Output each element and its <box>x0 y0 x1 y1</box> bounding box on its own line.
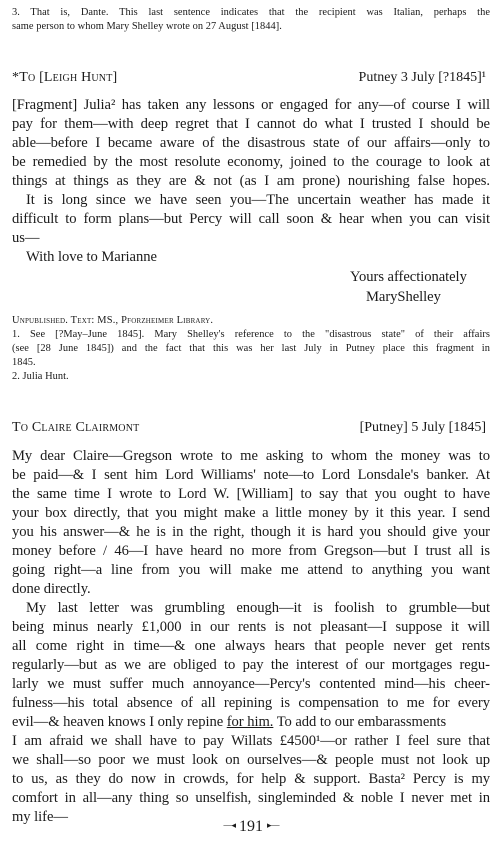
letter-line <box>12 713 490 732</box>
page-footer <box>12 818 490 836</box>
letter-line: money before / 46—I have heard no more from Gregson—but I trust all is <box>12 543 490 559</box>
letter-line: be paid—& I sent him Lord Williams' note—to Lord Lonsdale's banker. At <box>12 467 490 483</box>
letter-recipient: *To [Leigh Hunt] <box>12 70 118 85</box>
letter-line: us— <box>12 230 40 246</box>
letter-line: done directly. <box>12 581 91 597</box>
letter-line: able—before I became aware of the disastrous state of our affairs—only to <box>12 135 490 151</box>
letter-line: With love to Marianne <box>26 249 157 265</box>
letter-line: My dear Claire—Gregson wrote to me asking to whom the money was to <box>12 448 490 464</box>
right-ornament-icon: ▸— <box>267 820 279 830</box>
letter-line: My last letter was grumbling enough—it is foolish to grumble—but <box>26 600 490 616</box>
letter-line: be remedied by the most resolute economy, joined to the courage to look at <box>12 154 490 170</box>
left-ornament-icon: —◂ <box>223 820 235 830</box>
letter-recipient: To Claire Clairmont <box>12 420 140 435</box>
letter-line: comfort in all—any thing so unselfish, singleminded & noble I never met in <box>12 790 490 806</box>
letter-line: [Fragment] Julia² has taken any lessons or engaged for any—of course I will <box>12 97 490 113</box>
letter-line: going right—a line from you will make me attend to anything you want <box>12 562 490 578</box>
footnote-line: 3. That is, Dante. This last sentence indicates that the recipient was Italian, perhaps the <box>12 7 490 18</box>
underlined-text: for him. <box>226 714 274 730</box>
footnote-line: 1845. <box>12 357 36 368</box>
letter-line: regularly—but as we are obliged to pay the interest of our mortgages regu- <box>12 657 490 673</box>
letter-line: It is long since we have seen you—The uncertain weather has made it <box>26 192 490 208</box>
letter-closing: Yours affectionately <box>350 269 467 285</box>
footnote-line: (see [28 June 1845]) and the fact that this was her last July in Putney place this fragment in <box>12 343 490 354</box>
letter-line: your box directly, that you might make a little money by it this year. I send <box>12 505 490 521</box>
letter-line: fulness—his total absence of all repining is compensation to me for every <box>12 695 490 711</box>
letter-date: [Putney] 5 July [1845] <box>359 420 486 435</box>
letter-line: I am afraid we shall have to pay Willats £4500¹—or rather I feel sure that <box>12 733 490 749</box>
letter-text: To add to our embarassments <box>273 714 447 730</box>
page-number: 191 <box>239 818 263 835</box>
letter-line: difficult to form plans—but Percy will call soon & hear when you can visit <box>12 211 490 227</box>
letter-date: Putney 3 July [?1845]¹ <box>358 70 486 85</box>
letter-line: larly we must suffer much annoyance—Percy's contented mind—his cheer- <box>12 676 490 692</box>
letter-line: all come right in time—& one always hears that people never get rents <box>12 638 490 654</box>
footnote-line: same person to whom Mary Shelley wrote on 27 August [1844]. <box>12 21 282 32</box>
letter-line: you his answer—& he is in the right, though it is hard you should give your <box>12 524 490 540</box>
letter-line: the same time I wrote to Lord W. [William] to say that you ought to have <box>12 486 490 502</box>
footnote-line: 2. Julia Hunt. <box>12 371 69 382</box>
letter-line: we shall—so poor we must look on ourselves—& people must not look up <box>12 752 490 768</box>
letter-line: things at things as they are & not (as I am prone) nourishing false hopes. <box>12 173 490 189</box>
letter-line: my life— <box>12 809 68 825</box>
source-note: Unpublished. Text: MS., Pforzheimer Library. <box>12 315 214 326</box>
letter-signature: MaryShelley <box>366 289 441 305</box>
letter-line: to us, as they do now in crowds, for help & support. Basta² Percy is my <box>12 771 490 787</box>
letter-line: pay for them—with deep regret that I cannot do what I trusted I should be <box>12 116 490 132</box>
letter-line: being minus nearly £1,000 in our rents is not pleasant—I suppose it will <box>12 619 490 635</box>
footnote-line: 1. See [?May–June 1845]. Mary Shelley's reference to the "disastrous state" of their affairs <box>12 329 490 340</box>
letter-text: evil—& heaven knows I only repine <box>12 714 227 730</box>
